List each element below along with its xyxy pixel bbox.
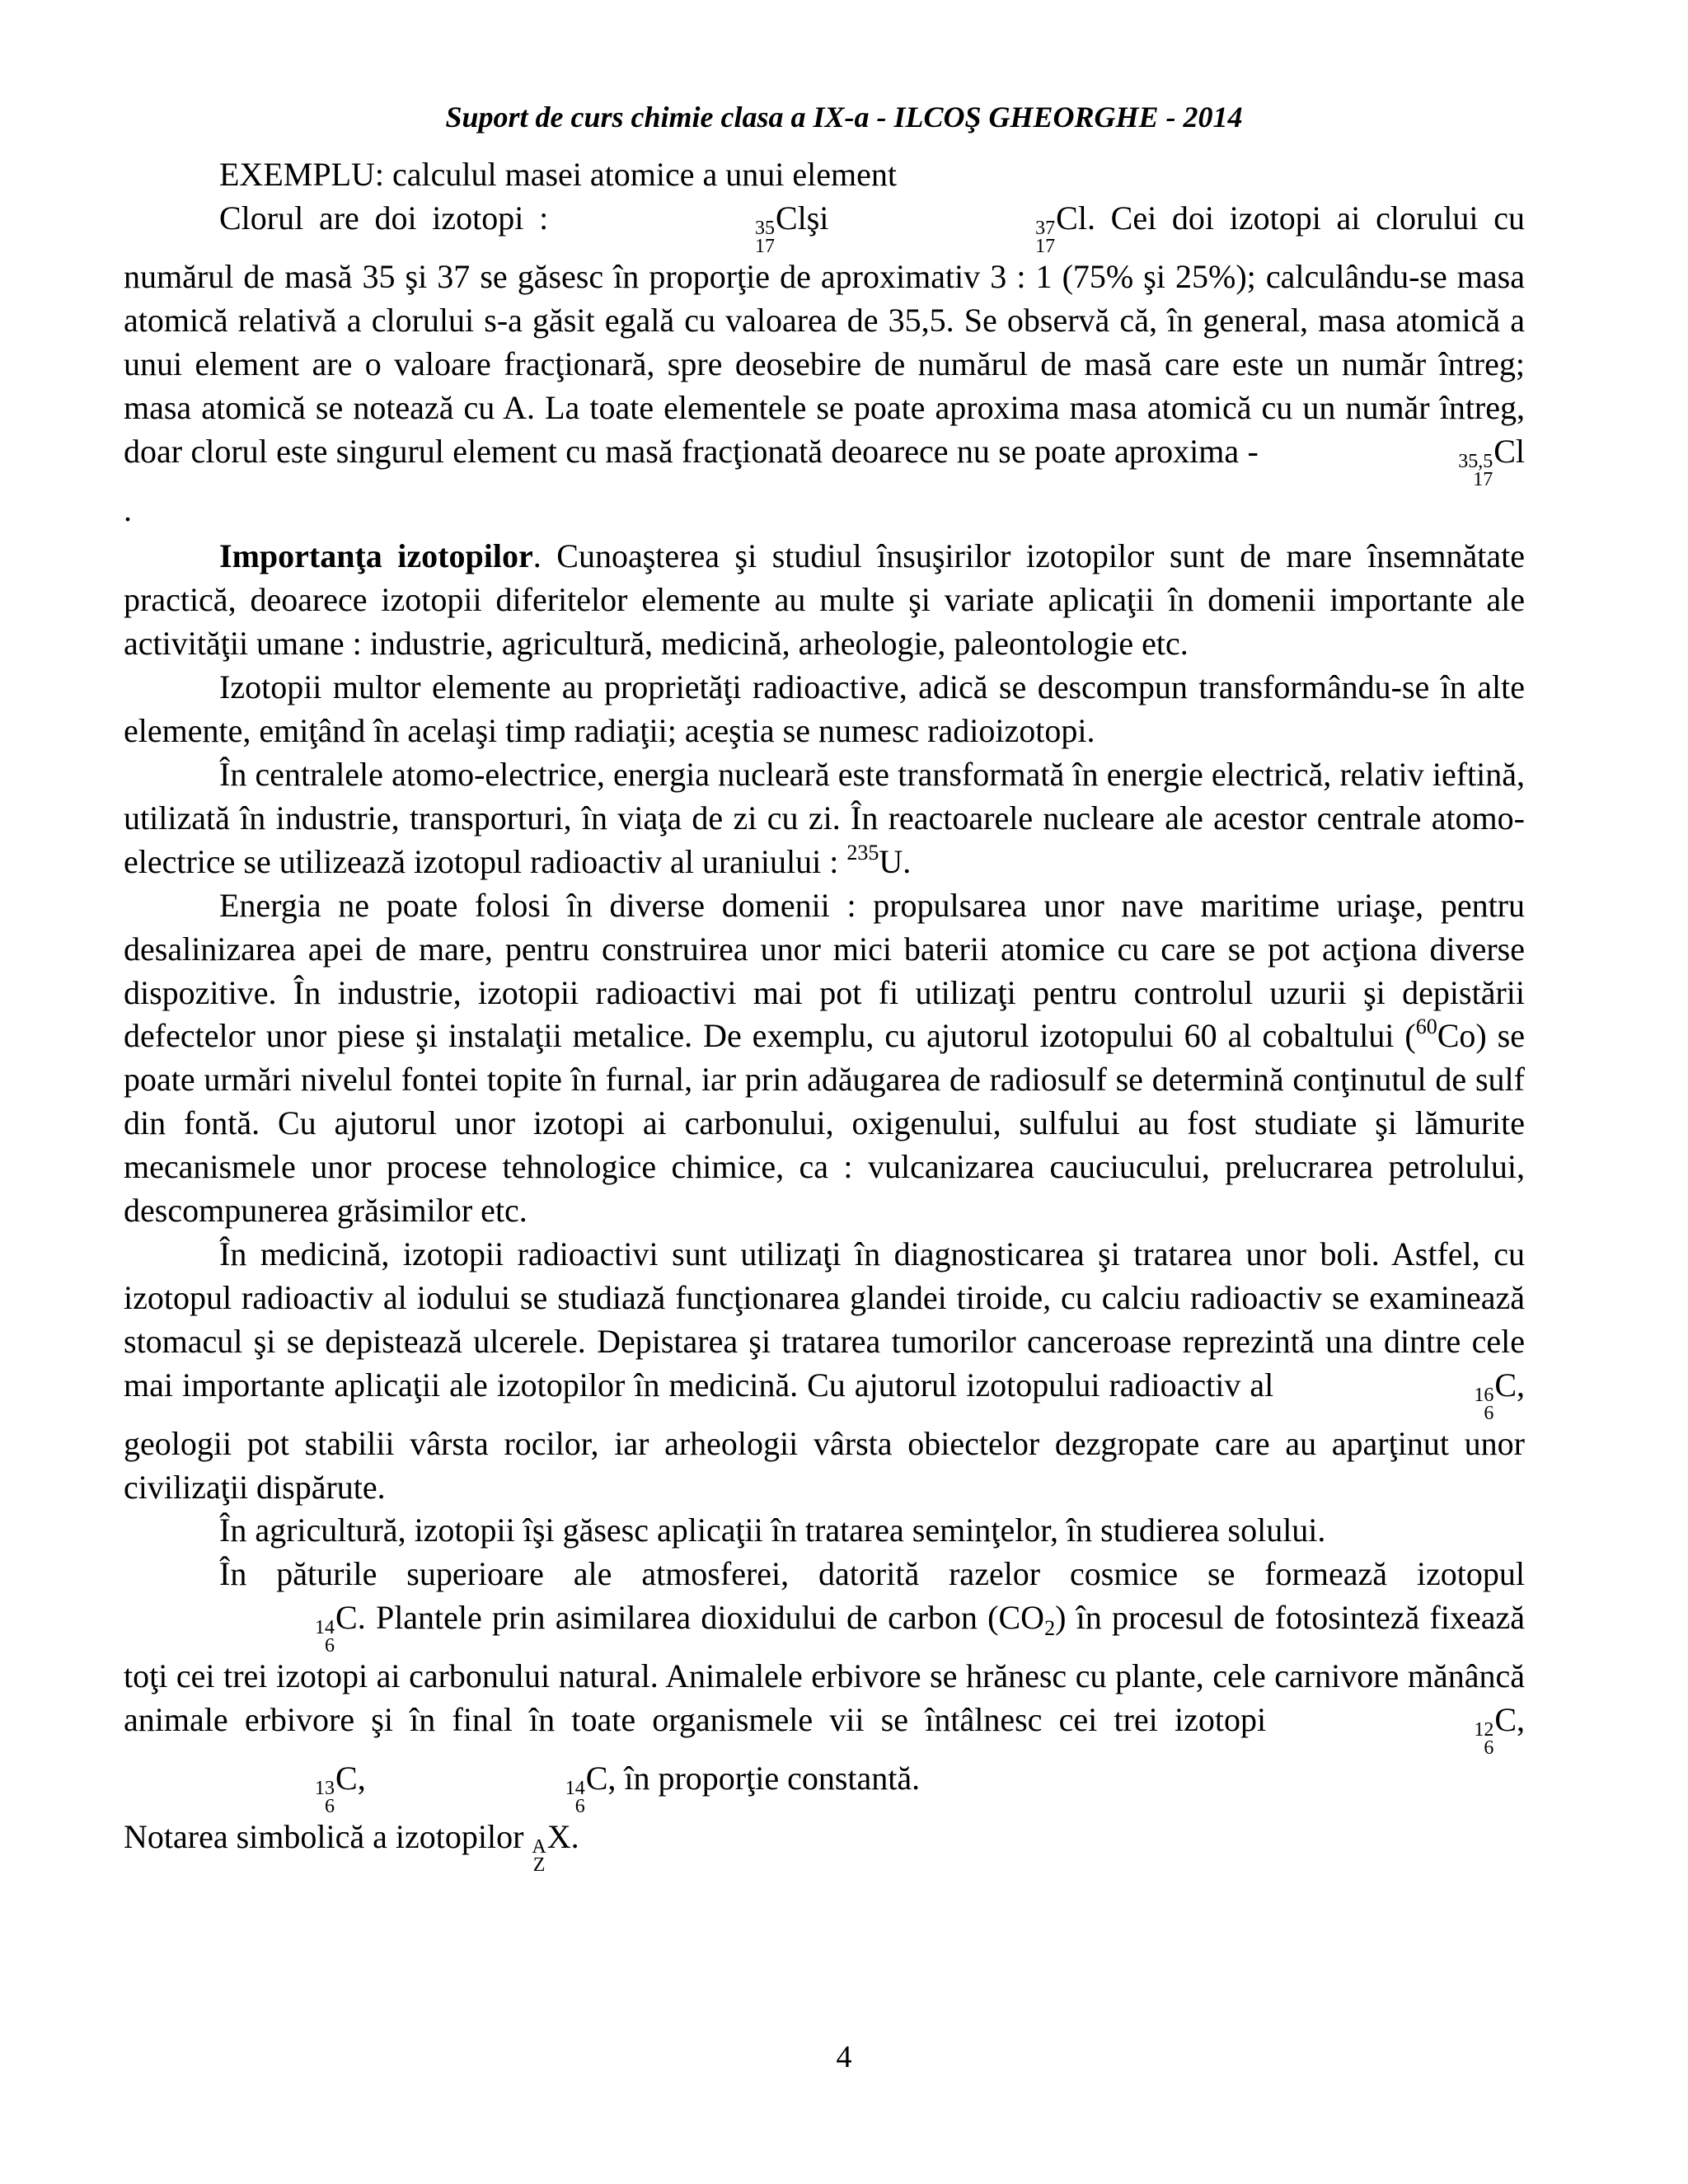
mass-number: 13	[315, 1778, 335, 1800]
isotope-notation	[532, 1818, 571, 1877]
paragraph-text: ,	[357, 1760, 374, 1797]
paragraph-text: . Cunoaşterea şi studiul însuşirilor izotopilor sunt de mare însemnătate practică, deoarece izotopii diferitelor elemente au multe şi variate aplicaţii în domenii importante ale activităţii umane : industrie, agricultură, medicină, arheologie, paleontologie etc.	[124, 537, 1526, 663]
isotope-c12	[1282, 1701, 1517, 1760]
paragraph-text: .	[903, 842, 912, 880]
atomic-number: 17	[1473, 468, 1493, 490]
element-symbol: Co	[1437, 1017, 1476, 1055]
isotope-c13	[124, 1762, 358, 1816]
atomic-number: 6	[325, 1796, 335, 1818]
paragraph-text: ) în procesul de fotosinteză fixează toţi cei trei izotopi ai carbonului natural. Animalele erbivore se hrănesc cu plante, cele carnivore mănâncă animale erbivore şi în final în toate organismele vii se întâlnesc cei trei izotopi	[124, 1599, 1525, 1739]
paragraph-atmosphere	[124, 1553, 1525, 1816]
paragraph-radioisotopes	[124, 666, 1525, 753]
paragraph-text: În centralele atomo-electrice, energia nucleară este transformată în energie electrică, relativ ieftină, utilizată în industrie, transporturi, în viaţa de zi cu zi. În reactoarele nucleare ale acestor centrale atomo-electrice se utilizează izotopul radioactiv al uraniului :	[124, 755, 1525, 880]
mass-number: 14	[565, 1778, 585, 1800]
mass-number: 37	[1035, 217, 1056, 239]
paragraph-notation	[124, 1816, 1525, 1877]
isotope-cl35	[564, 199, 807, 257]
paragraph-example-title	[124, 153, 1525, 197]
formula-co2: CO	[998, 1599, 1045, 1637]
paragraph-text: EXEMPLU: calculul masei atomice a unui element	[219, 156, 897, 193]
mass-number: A	[532, 1836, 546, 1858]
element-symbol: C	[585, 1760, 608, 1797]
atomic-number: 6	[574, 1796, 585, 1818]
paragraph-text: .	[570, 1818, 579, 1856]
formula-subscript: 2	[1044, 1616, 1056, 1641]
element-symbol: Cl	[775, 199, 807, 237]
mass-number: 14	[315, 1617, 335, 1639]
paragraph-text: Izotopii multor elemente au proprietăţi radioactive, adică se descompun transformându-se în alte elemente, emiţând în acelaşi timp radiaţii; aceştia se numesc radioizotopi.	[124, 668, 1525, 750]
mass-number: 235	[846, 840, 879, 865]
isotope-c14	[124, 1601, 358, 1655]
paragraph-text: ) se poate urmări nivelul fontei topite în furnal, iar prin adăugarea de radiosulf se determină conţinutul de sulf din fontă. Cu ajutorul unor izotopi ai carbonului, oxigenului, sulfului au fost studiate şi lămurite mecanismele unor procese tehnologice chimice, ca : vulcanizarea cauciucului, prelucrarea petrolului, descompunerea grăsimilor etc.	[124, 1017, 1525, 1230]
mass-number: 16	[1474, 1384, 1494, 1406]
page-header: Suport de curs chimie clasa a IX-a - ILCOŞ GHEORGHE - 2014	[445, 101, 1243, 134]
element-symbol: C	[335, 1760, 358, 1797]
paragraph-heading: Importanţa izotopilor	[219, 537, 533, 575]
paragraph-text: , în proporţie constantă.	[607, 1760, 921, 1797]
isotope-c16	[1282, 1366, 1517, 1424]
isotope-cl37	[844, 199, 1087, 257]
atomic-number: 6	[1484, 1402, 1494, 1424]
paragraph-text: În agricultură, izotopii îşi găsesc aplicaţii în tratarea seminţelor, în studierea solului.	[219, 1511, 1326, 1549]
element-symbol: C	[335, 1599, 358, 1637]
paragraph-text: .	[124, 490, 132, 528]
element-symbol: Cl	[1493, 432, 1525, 470]
paragraph-text: . Cei doi izotopi ai clorului cu numărul de masă 35 şi 37 se găsesc în proporţie de aproximativ 3 : 1 (75% şi 25%); calculându-se masa atomică relativă a clorului s-a găsit egală cu valoarea de 35,5. Se observă că, în general, masa atomică a unui element are o valoare fracţionară, spre deosebire de numărul de masă care este un număr întreg; masa atomică se notează cu A. La toate elementele se poate aproxima masa atomică cu un număr întreg, doar clorul este singurul element cu masă fracţionată deoarece nu se poate aproxima -	[124, 199, 1525, 470]
paragraph-text: şi	[806, 199, 845, 237]
paragraph-text: În păturile superioare ale atmosferei, datorită razelor cosmice se formează izotopul	[219, 1555, 1525, 1593]
paragraph-energy	[124, 884, 1525, 1233]
paragraph-text: . Plantele prin asimilarea dioxidului de carbon (	[357, 1599, 999, 1637]
paragraph-text: ,	[1517, 1701, 1525, 1739]
atomic-number: 6	[1484, 1737, 1494, 1760]
isotope-cl355	[1267, 432, 1525, 490]
mass-number: 60	[1415, 1015, 1437, 1039]
paragraph-text: Notarea simbolică a izotopilor	[124, 1818, 532, 1856]
paragraph-text: Clorul are doi izotopi :	[219, 199, 564, 237]
isotope-c14-b	[374, 1762, 608, 1816]
mass-number: 35,5	[1458, 450, 1493, 472]
mass-number: 35	[754, 217, 775, 239]
element-symbol: U	[879, 842, 903, 880]
page-number: 4	[836, 2040, 852, 2074]
element-symbol: C	[1494, 1366, 1517, 1404]
element-symbol: C	[1494, 1701, 1517, 1739]
atomic-number: Z	[532, 1854, 546, 1877]
paragraph-medicine	[124, 1233, 1525, 1510]
atomic-number: 17	[754, 235, 775, 257]
element-symbol: Cl	[1056, 199, 1087, 237]
paragraph-text: , geologii pot stabilii vârsta rocilor, iar arheologii vârsta obiectelor dezgropate care au aparţinut unor civilizaţii dispărute.	[124, 1366, 1525, 1506]
paragraph-agriculture	[124, 1509, 1525, 1553]
paragraph-text: În medicină, izotopii radioactivi sunt utilizaţi în diagnosticarea şi tratarea unor boli. Astfel, cu izotopul radioactiv al iodului se studiază funcţionarea glandei tiroide, cu calciu radioactiv se examinează stomacul şi se depistează ulcerele. Depistarea şi tratarea tumorilor canceroase reprezintă una dintre cele mai importante aplicaţii ale izotopilor în medicină. Cu ajutorul izotopului radioactiv al	[124, 1235, 1525, 1404]
atomic-number: 6	[325, 1635, 335, 1657]
mass-number: 12	[1474, 1719, 1494, 1741]
document-body	[124, 153, 1526, 1877]
element-symbol: X	[546, 1818, 571, 1856]
paragraph-nuclear-plants	[124, 753, 1525, 884]
paragraph-chlorine	[124, 197, 1525, 532]
atomic-number: 17	[1035, 235, 1056, 257]
paragraph-importance	[124, 535, 1525, 666]
paragraph-text: Energia ne poate folosi în diverse domenii : propulsarea unor nave maritime uriaşe, pentru desalinizarea apei de mare, pentru construirea unor mici baterii atomice cu care se pot acţiona diverse dispozitive. În industrie, izotopii radioactivi mai pot fi utilizaţi pentru controlul uzurii şi depistării defectelor unor piese şi instalaţii metalice. De exemplu, cu ajutorul izotopului 60 al cobaltului (	[124, 886, 1525, 1055]
